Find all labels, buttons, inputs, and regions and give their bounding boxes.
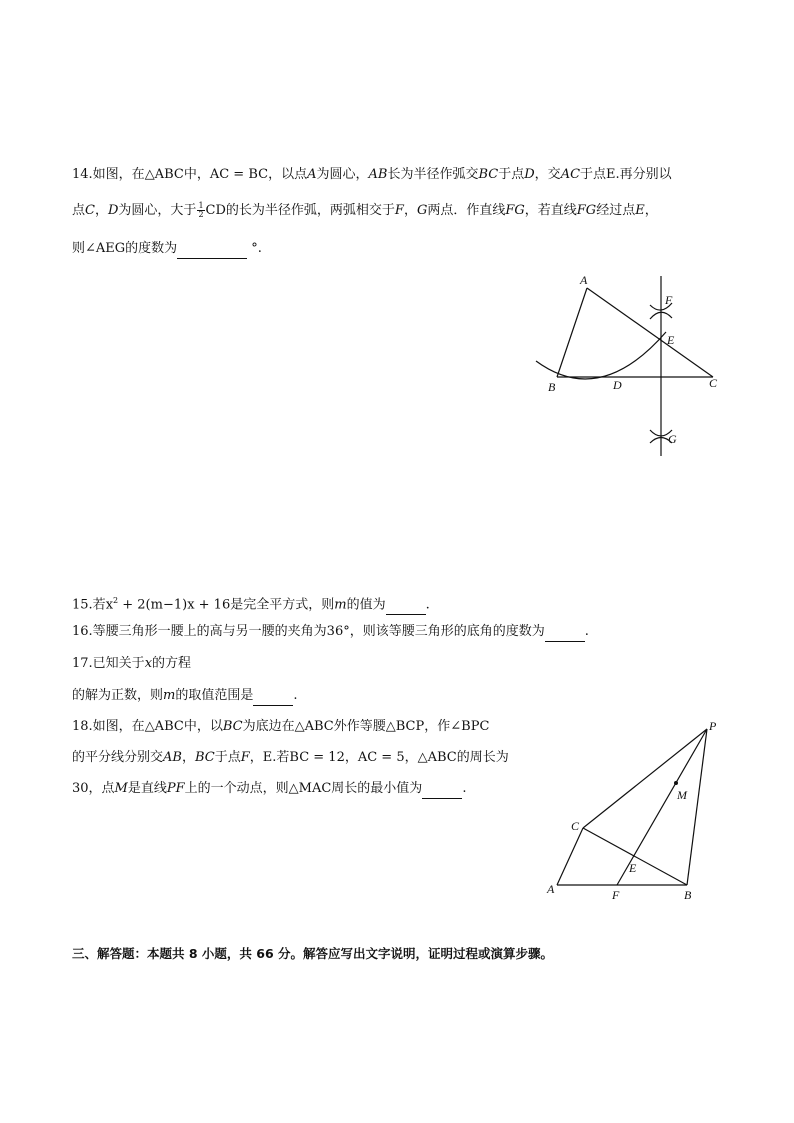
- q15-answer-blank: [386, 596, 426, 615]
- q18-label-b: B: [684, 888, 692, 902]
- section-3-heading: 三、解答题：本题共 8 小题，共 66 分。解答应写出文字说明，证明过程或演算步骤。: [72, 946, 554, 961]
- q14-answer-blank: [177, 240, 247, 259]
- q14-line-3: 则∠AEG的度数为 °.: [72, 240, 262, 259]
- q17-line-1: 17.已知关于x的方程: [72, 656, 192, 671]
- q18-segment-ac: [557, 828, 583, 885]
- q18-line-2: 的平分线分别交AB，BC于点F，E.若BC = 12，AC = 5，△ABC的周长为: [72, 750, 509, 765]
- q17-line-2: 的解为正数，则m的取值范围是 .: [72, 687, 298, 706]
- q14-segment-ab: [557, 288, 587, 377]
- q14-label-f: F: [665, 293, 673, 307]
- q18-label-p: P: [709, 719, 717, 733]
- q18-label-e: E: [629, 861, 637, 875]
- q17-answer-blank: [253, 687, 293, 706]
- q14-segment-ac: [587, 288, 713, 377]
- q18-point-m: [674, 781, 678, 785]
- q18-label-m: M: [677, 788, 687, 802]
- q16-answer-blank: [545, 623, 585, 642]
- q14-line-1: 14.如图，在△ABC中，AC = BC，以点A为圆心，AB长为半径作弧交BC于点D，交AC于点E.再分别以: [72, 167, 672, 182]
- q18-answer-blank: [422, 780, 462, 799]
- q14-label-g: G: [668, 432, 677, 446]
- q14-label-e: E: [667, 333, 675, 347]
- q18-label-a: A: [547, 882, 555, 896]
- q18-label-c: C: [571, 819, 580, 833]
- q18-figure: [535, 715, 735, 905]
- q18-segment-cb: [583, 828, 687, 885]
- q14-label-b: B: [548, 380, 556, 394]
- q15-line: 15.若$x^2 + 2(m-1)x + 16$是完全平方式，则m的值为 .: [72, 592, 430, 615]
- q18-line-3: 30，点M是直线PF上的一个动点，则△MAC周长的最小值为 .: [72, 780, 466, 799]
- q18-label-f: F: [612, 888, 620, 902]
- q18-segment-bp: [687, 729, 707, 885]
- q14-label-d: D: [613, 378, 622, 392]
- q18-segment-cp: [583, 729, 707, 828]
- q14-figure: [520, 268, 740, 458]
- q18-line-1: 18.如图，在△ABC中，以BC为底边在△ABC外作等腰△BCP，作∠BPC: [72, 719, 490, 734]
- one-half-fraction: $\frac{1}{2}$: [198, 201, 204, 219]
- q14-label-a: A: [580, 273, 588, 287]
- q14-arc-from-a: [536, 332, 666, 379]
- q14-line-2: 点C，D为圆心，大于 $\frac{1}{2}$ CD的长为半径作弧，两弧相交于F，G两点．作直线FG，若直线FG经过点E，: [72, 201, 658, 219]
- q14-label-c: C: [709, 376, 718, 390]
- q16-line: 16.等腰三角形一腰上的高与另一腰的夹角为36°，则该等腰三角形的底角的度数为 .: [72, 623, 589, 642]
